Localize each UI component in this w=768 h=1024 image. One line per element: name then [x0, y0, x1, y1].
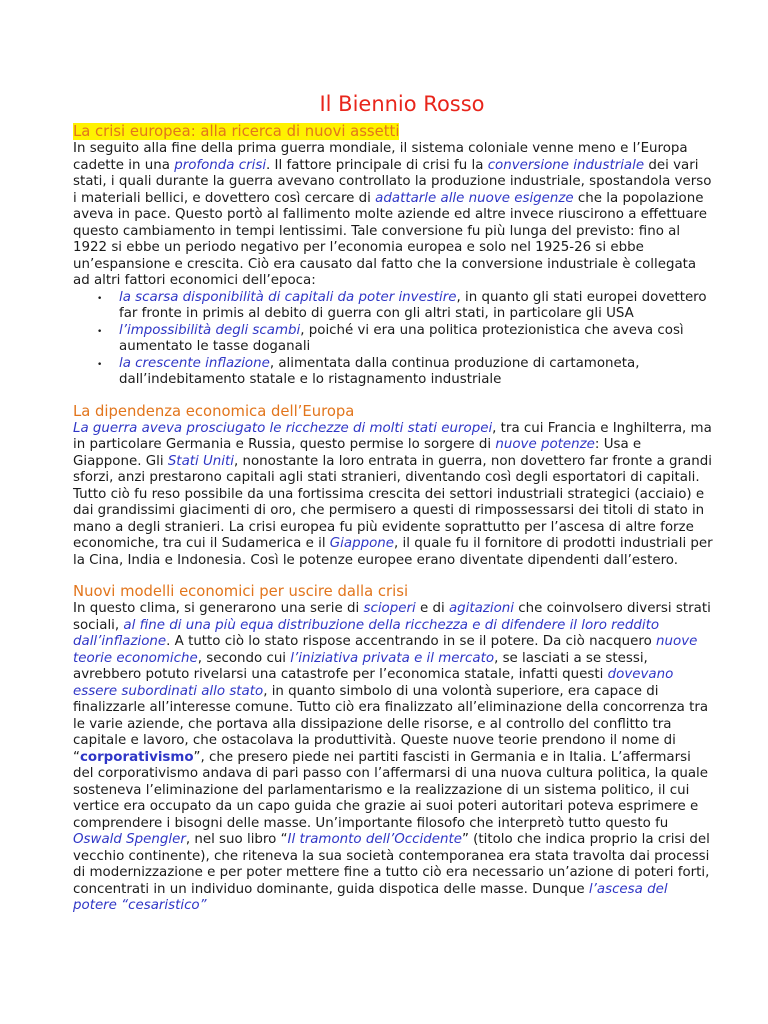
body-text: , alimentata dalla continua produzione di cartamoneta, dall’indebitamento statale e lo ristagnamento industriale	[119, 355, 640, 387]
list-item	[73, 290, 713, 323]
list-item	[73, 356, 713, 389]
emphasized-text: profonda crisi	[174, 157, 267, 173]
body-text: , nel suo libro “	[185, 832, 288, 847]
emphasized-text: dovevano essere subordinati allo stato	[73, 667, 674, 699]
section-paragraph	[73, 141, 713, 290]
body-text: . A tutto ciò lo stato rispose accentrando in se il potere. Da ciò nacquero	[166, 634, 657, 649]
body-text: , in quanto simbolo di una volontà superiore, era capace di finalizzarle all’interesse comune. Tutto ciò era finalizzato all’eliminazione della concorrenza tra le varie aziende, che portava alla dissipazione delle risorse, e al controllo del conflitto tra capitale e lavoro, che ostacolava la produttività. Queste nuove teorie prendono il nome di “	[73, 683, 709, 765]
body-text: , secondo cui	[197, 650, 291, 666]
document-content	[73, 90, 713, 915]
bullet-list	[73, 290, 713, 389]
body-text: In questo clima, si generarono una serie di	[73, 601, 364, 616]
list-item	[73, 323, 713, 356]
emphasized-text: Oswald Spengler	[73, 832, 186, 847]
body-text: , se lasciati a se stessi, avrebbero potuto rivelarsi una catastrofe per l’economica statale, infatti questi	[73, 650, 648, 682]
emphasized-text: l’ascesa del potere “cesaristico”	[73, 881, 668, 913]
body-text: , il quale fu il fornitore di prodotti industriali per la Cina, India e Indonesia. Così le potenze europee erano diventate dipendenti dall’estero.	[73, 536, 713, 568]
section-paragraph	[73, 601, 713, 915]
section-heading-dipendenza: La dipendenza economica dell’Europa	[73, 402, 355, 420]
section-heading-crisi-europea	[73, 123, 713, 141]
emphasized-text: Il tramonto dell’Occidente	[287, 832, 462, 847]
emphasized-text: nuove teorie economiche	[73, 634, 698, 666]
emphasized-text: agitazioni	[448, 601, 514, 616]
body-text: che la popolazione aveva in pace. Questo portò al fallimento molte aziende ed altre invece riuscirono a effettuare questo cambiamento in tempi lentissimi. Tale conversione fu più lunga del previsto: fino al 1922 si ebbe un periodo negativo per l’economia europea e solo nel 1925-26 si ebbe un’espansione e crescita. Ciò era causato dal fatto che la conversione industriale è collegata ad altri fattori economici dell’epoca:	[73, 190, 708, 288]
emphasized-text: La guerra aveva prosciugato le ricchezze di molti stati europei	[73, 420, 493, 436]
document-title: Il Biennio Rosso	[319, 92, 485, 116]
emphasized-text: al fine di una più equa distribuzione della ricchezza e di difendere il loro reddito dall’inflazione	[73, 617, 660, 649]
emphasized-text: conversione industriale	[487, 157, 645, 173]
section-heading-nuovi-modelli: Nuovi modelli economici per uscire dalla crisi	[73, 583, 409, 600]
body-text: , tra cui Francia e Inghilterra, ma in particolare Germania e Russia, questo permise lo sorgere di	[73, 420, 712, 452]
emphasized-text: la crescente inflazione	[119, 355, 270, 371]
body-text: ”, che presero piede nei partiti fascisti in Germania e in Italia. L’affermarsi del corporativismo andava di pari passo con l’affermarsi di una nuova cultura politica, la quale sosteneva l’eliminazione del parlamentarismo e la realizzazione di un sistema politico, il cui vertice era occupato da un capo guida che grazie ai suoi poteri autoritari poteva esprimere e comprendere i bisogni delle masse. Un’importante filosofo che interpretò tutto questo fu	[73, 749, 709, 831]
section-paragraph	[73, 421, 713, 570]
body-text: ” (titolo che indica proprio la crisi del vecchio continente), che riteneva la sua società contemporanea era stata travolta dai processi di modernizzazione e per poter mettere fine a tutto ciò era necessario un’azione di poteri forti, concentrati in un individuo dominante, guida dispotica delle masse. Dunque	[73, 832, 710, 897]
bold-term: corporativismo	[79, 749, 194, 765]
emphasized-text: l’iniziativa privata e il mercato	[290, 650, 495, 666]
body-text: e di	[415, 601, 449, 616]
emphasized-text: l’impossibilità degli scambi	[119, 322, 301, 338]
emphasized-text: scioperi	[363, 601, 416, 616]
body-text: dei vari stati, i quali durante la guerra avevano controllato la produzione industriale, spostandola verso i materiali bellici, e dovettero così cercare di	[73, 157, 712, 206]
body-text: che coinvolsero diversi strati sociali,	[73, 601, 711, 633]
emphasized-text: Giappone	[329, 536, 395, 551]
body-text: : Usa e Giappone. Gli	[73, 437, 642, 469]
highlighted-heading-text: La crisi europea: alla ricerca di nuovi assetti	[73, 123, 400, 140]
emphasized-text: nuove potenze	[495, 437, 595, 452]
body-text: , in quanto gli stati europei dovettero far fronte in primis al debito di guerra con gli altri stati, in particolare gli USA	[119, 289, 707, 321]
body-text: , nonostante la loro entrata in guerra, non dovettero far fronte a grandi sforzi, anzi prestarono capitali agli stati stranieri, diventando così degli esportatori di capitali. Tutto ciò fu reso possibile da una fortissima crescita dei settori industriali strategici (acciaio) e dai grandissimi giacimenti di oro, che permisero a questi di rimpossessarsi dei titoli di stato in mano a degli stranieri. La crisi europea fu più evidente soprattutto per l’ascesa di altre forze economiche, tra cui il Sudamerica e il	[73, 453, 712, 551]
body-text: . Il fattore principale di crisi fu la	[266, 157, 488, 173]
body-text: , poiché vi era una politica protezionistica che aveva così aumentato le tasse doganali	[119, 322, 684, 354]
body-text: In seguito alla fine della prima guerra mondiale, il sistema coloniale venne meno e l’Europa cadette in una	[73, 141, 688, 173]
emphasized-text: la scarsa disponibilità di capitali da poter investire	[119, 289, 457, 305]
emphasized-text: Stati Uniti	[167, 453, 234, 469]
emphasized-text: adattarle alle nuove esigenze	[375, 190, 574, 206]
